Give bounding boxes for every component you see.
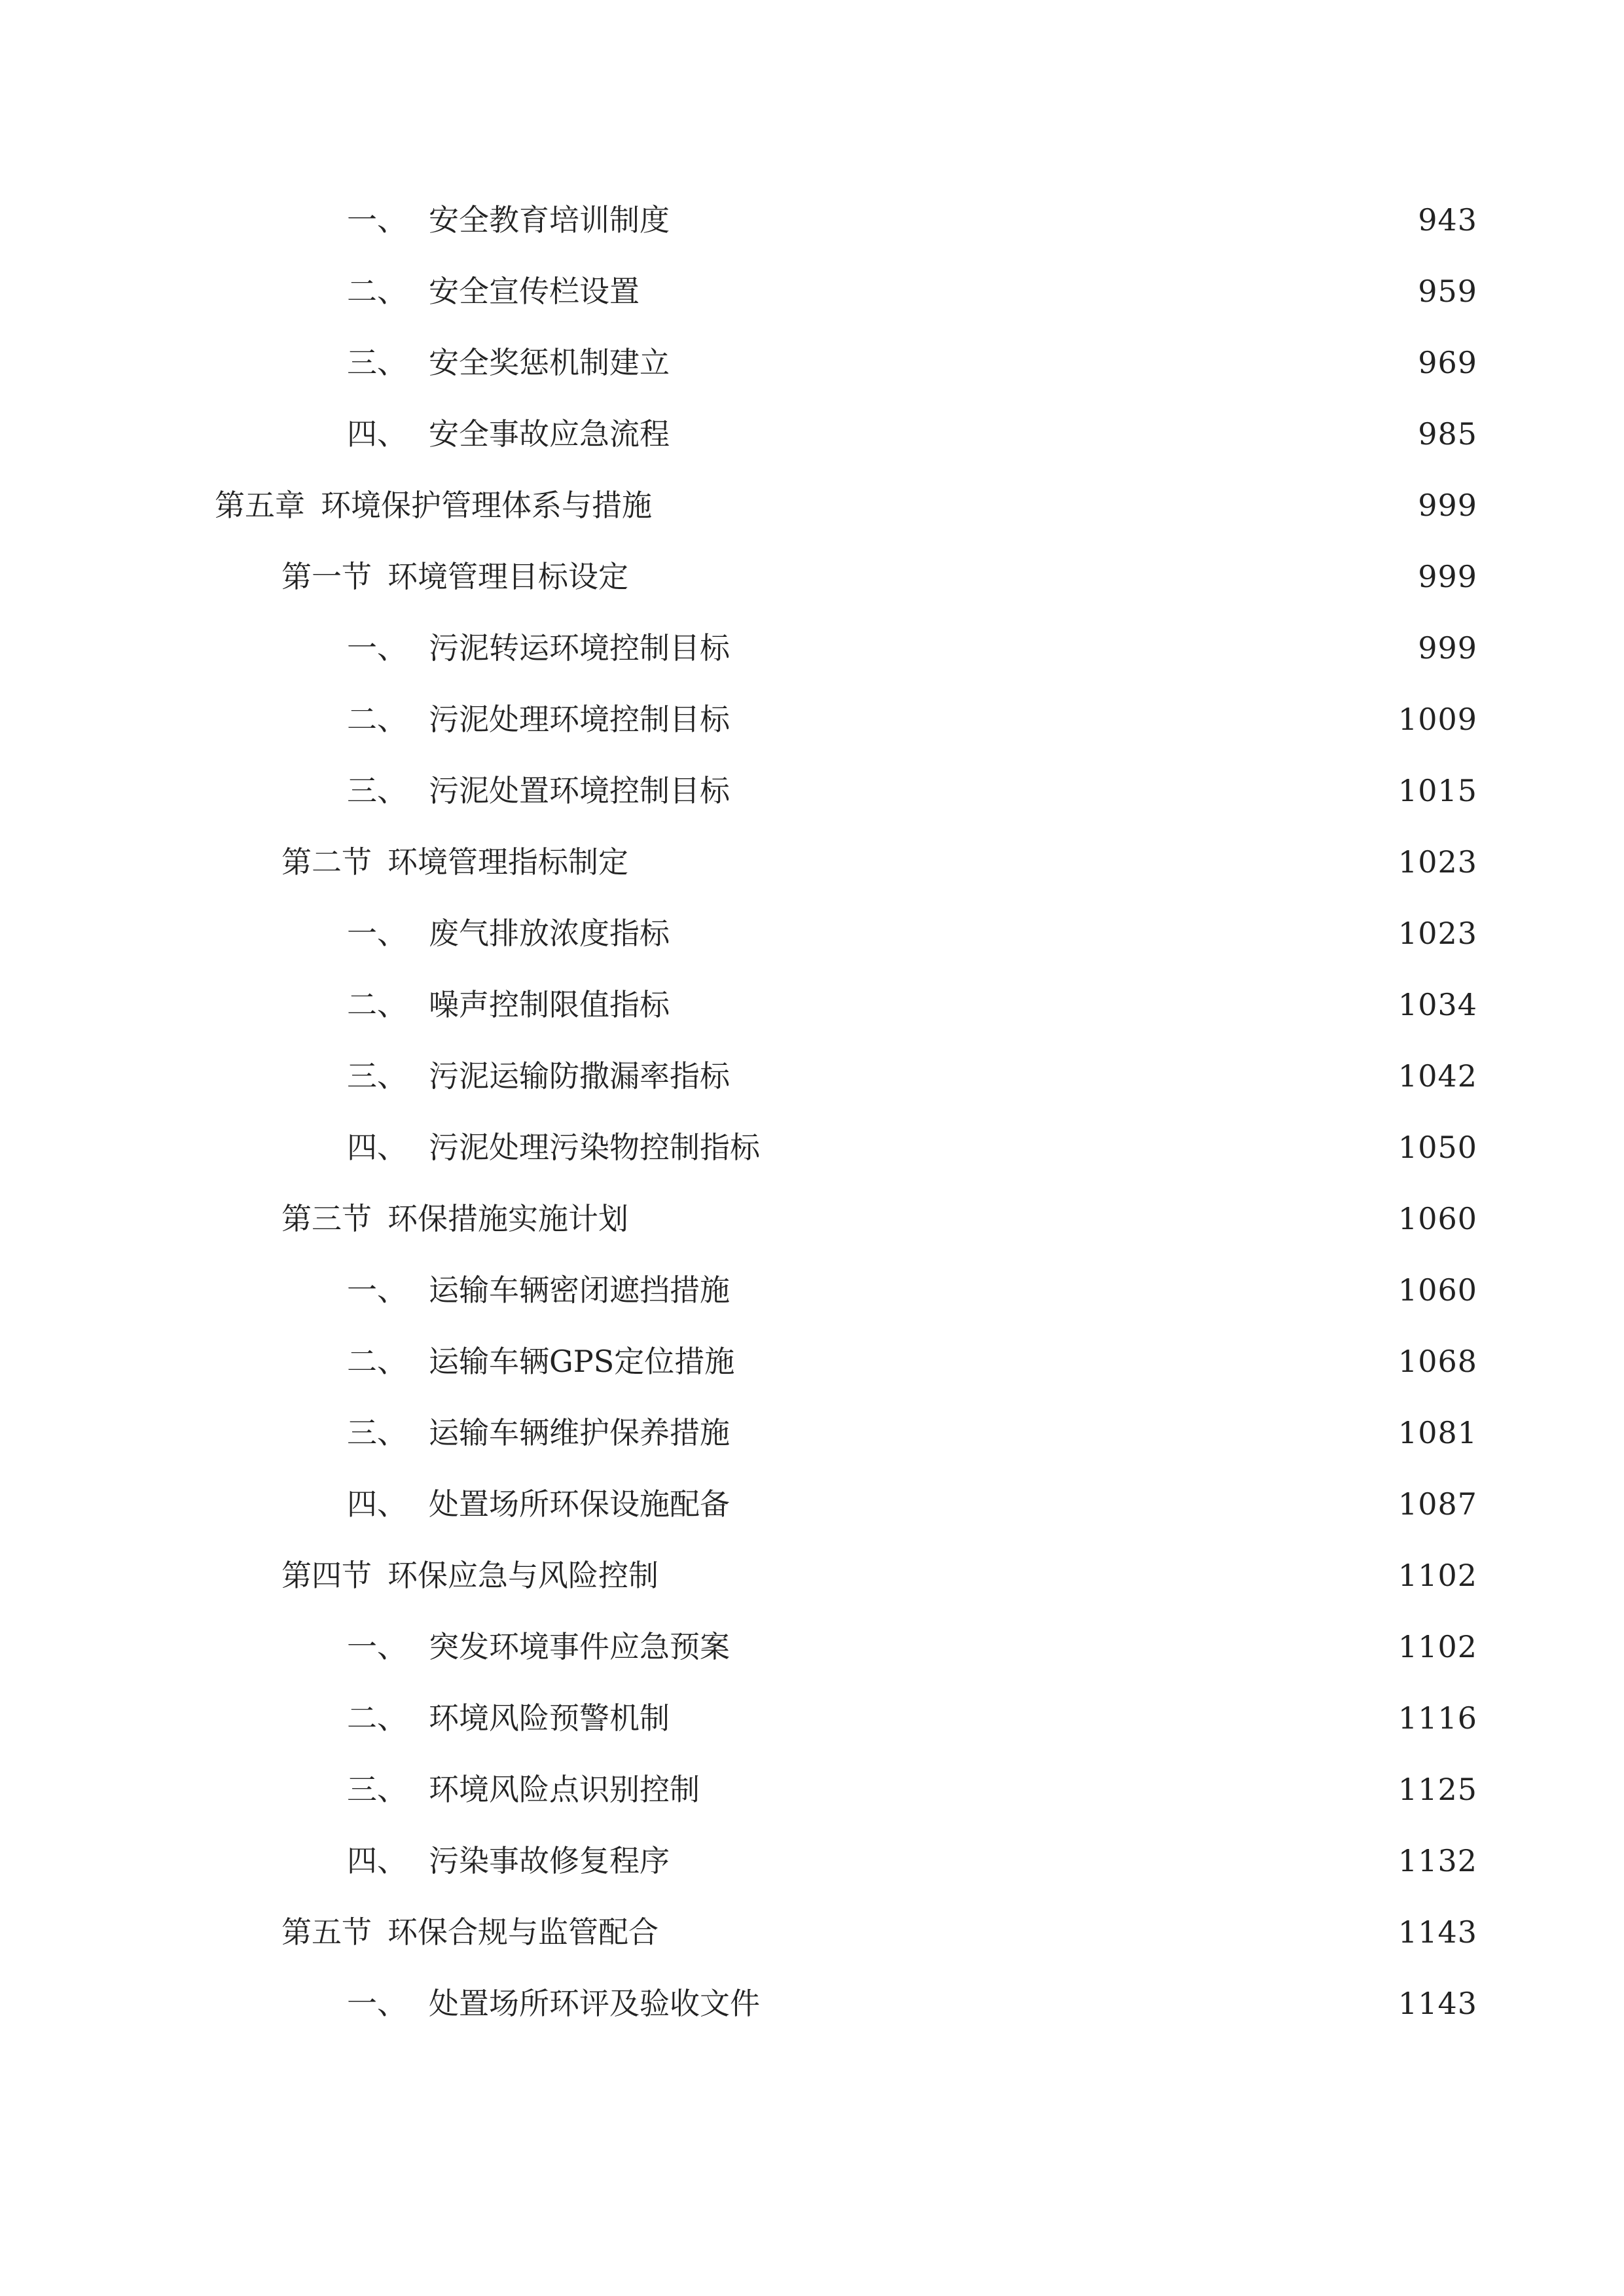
entry-page-number: 1081	[1398, 1415, 1477, 1450]
dot-leader	[661, 479, 1409, 531]
dot-leader	[739, 1264, 1389, 1316]
entry-number: 一、	[347, 916, 407, 951]
entry-page-number: 1009	[1398, 702, 1477, 737]
entry-number: 四、	[347, 1486, 407, 1522]
dot-leader	[679, 194, 1409, 246]
dot-leader	[739, 1050, 1389, 1102]
dot-leader	[679, 907, 1389, 960]
toc-entry[interactable]	[347, 1407, 1477, 1459]
entry-page-number: 943	[1418, 202, 1477, 238]
entry-page-number: 985	[1418, 416, 1477, 452]
toc-entry[interactable]	[347, 622, 1477, 674]
toc-entry[interactable]	[347, 1835, 1477, 1887]
dot-leader	[668, 1549, 1389, 1602]
entry-title: 安全宣传栏设置	[429, 274, 640, 309]
entry-page-number: 959	[1418, 274, 1477, 309]
toc-entry[interactable]	[347, 1050, 1477, 1102]
toc-entry[interactable]	[347, 978, 1477, 1031]
entry-page-number: 1068	[1398, 1344, 1477, 1379]
toc-entry[interactable]	[347, 265, 1477, 317]
dot-leader	[709, 1763, 1389, 1816]
entry-number: 三、	[347, 773, 407, 808]
toc-entry[interactable]	[347, 1478, 1477, 1530]
entry-title: 污泥处理污染物控制指标	[429, 1130, 760, 1165]
entry-title: 污泥运输防撒漏率指标	[429, 1058, 730, 1094]
entry-number: 四、	[347, 1130, 407, 1165]
entry-title: 安全教育培训制度	[429, 202, 670, 238]
entry-number: 一、	[347, 630, 407, 666]
toc-entry[interactable]	[347, 194, 1477, 246]
entry-title: 环保合规与监管配合	[388, 1914, 659, 1950]
toc-section-entry[interactable]	[281, 550, 1477, 603]
toc-entry[interactable]	[347, 907, 1477, 960]
entry-number: 四、	[347, 1843, 407, 1878]
entry-number: 三、	[347, 1058, 407, 1094]
entry-number: 一、	[347, 1272, 407, 1308]
entry-title: 污泥转运环境控制目标	[429, 630, 730, 666]
entry-page-number: 999	[1418, 559, 1477, 594]
entry-title: 处置场所环评及验收文件	[429, 1986, 760, 2021]
entry-page-number: 1087	[1398, 1486, 1477, 1522]
entry-page-number: 1034	[1398, 987, 1477, 1022]
dot-leader	[668, 1906, 1389, 1958]
entry-title: 运输车辆GPS定位措施	[429, 1344, 735, 1379]
dot-leader	[739, 1621, 1389, 1673]
entry-number: 二、	[347, 1700, 407, 1736]
toc-entry[interactable]	[347, 1121, 1477, 1174]
entry-page-number: 1050	[1398, 1130, 1477, 1165]
entry-title: 处置场所环保设施配备	[429, 1486, 730, 1522]
entry-title: 环境保护管理体系与措施	[321, 488, 652, 523]
toc-section-entry[interactable]	[281, 836, 1477, 888]
entry-number: 第四节	[281, 1558, 372, 1593]
entry-title: 污泥处置环境控制目标	[429, 773, 730, 808]
entry-title: 废气排放浓度指标	[429, 916, 670, 951]
toc-entry[interactable]	[347, 1692, 1477, 1744]
entry-title: 环境风险点识别控制	[429, 1772, 700, 1807]
toc-entry[interactable]	[347, 693, 1477, 745]
entry-title: 安全奖惩机制建立	[429, 345, 670, 380]
entry-page-number: 999	[1418, 630, 1477, 666]
dot-leader	[744, 1335, 1389, 1388]
entry-page-number: 1015	[1398, 773, 1477, 808]
entry-title: 环境风险预警机制	[429, 1700, 670, 1736]
entry-page-number: 1023	[1398, 844, 1477, 880]
entry-number: 第五章	[215, 488, 305, 523]
entry-number: 一、	[347, 1629, 407, 1664]
entry-title: 安全事故应急流程	[429, 416, 670, 452]
dot-leader	[638, 1193, 1389, 1245]
entry-title: 污染事故修复程序	[429, 1843, 670, 1878]
dot-leader	[679, 978, 1389, 1031]
toc-chapter-entry[interactable]	[215, 479, 1477, 531]
entry-page-number: 1023	[1398, 916, 1477, 951]
entry-number: 二、	[347, 702, 407, 737]
entry-title: 噪声控制限值指标	[429, 987, 670, 1022]
toc-entry[interactable]	[347, 1264, 1477, 1316]
dot-leader	[649, 265, 1409, 317]
entry-number: 二、	[347, 274, 407, 309]
toc-section-entry[interactable]	[281, 1193, 1477, 1245]
toc-entry[interactable]	[347, 1621, 1477, 1673]
entry-number: 第五节	[281, 1914, 372, 1950]
toc-entry[interactable]	[347, 1335, 1477, 1388]
entry-number: 第三节	[281, 1201, 372, 1236]
entry-title: 运输车辆密闭遮挡措施	[429, 1272, 730, 1308]
toc-section-entry[interactable]	[281, 1549, 1477, 1602]
entry-title: 突发环境事件应急预案	[429, 1629, 730, 1664]
entry-number: 四、	[347, 416, 407, 452]
dot-leader	[739, 622, 1409, 674]
toc-entry[interactable]	[347, 1763, 1477, 1816]
entry-number: 一、	[347, 1986, 407, 2021]
entry-title: 环保措施实施计划	[388, 1201, 628, 1236]
dot-leader	[679, 408, 1409, 460]
entry-page-number: 1060	[1398, 1272, 1477, 1308]
dot-leader	[679, 1835, 1389, 1887]
entry-number: 一、	[347, 202, 407, 238]
entry-title: 污泥处理环境控制目标	[429, 702, 730, 737]
entry-number: 第二节	[281, 844, 372, 880]
entry-number: 三、	[347, 1772, 407, 1807]
entry-number: 三、	[347, 1415, 407, 1450]
entry-page-number: 1102	[1398, 1558, 1477, 1593]
entry-number: 第一节	[281, 559, 372, 594]
dot-leader	[739, 1478, 1389, 1530]
toc-entry[interactable]	[347, 764, 1477, 817]
dot-leader	[638, 550, 1409, 603]
toc-entry[interactable]	[347, 336, 1477, 389]
entry-title: 环境管理指标制定	[388, 844, 628, 880]
entry-page-number: 1132	[1398, 1843, 1477, 1878]
dot-leader	[739, 764, 1389, 817]
entry-page-number: 1042	[1398, 1058, 1477, 1094]
entry-number: 二、	[347, 1344, 407, 1379]
dot-leader	[679, 336, 1409, 389]
entry-page-number: 1125	[1398, 1772, 1477, 1807]
dot-leader	[739, 693, 1389, 745]
entry-page-number: 999	[1418, 488, 1477, 523]
toc-entry[interactable]	[347, 408, 1477, 460]
entry-title: 运输车辆维护保养措施	[429, 1415, 730, 1450]
toc-entry[interactable]	[347, 1977, 1477, 2030]
entry-title: 环境管理目标设定	[388, 559, 628, 594]
entry-page-number: 1143	[1398, 1914, 1477, 1950]
entry-title: 环保应急与风险控制	[388, 1558, 659, 1593]
entry-page-number: 1102	[1398, 1629, 1477, 1664]
dot-leader	[769, 1121, 1389, 1174]
entry-page-number: 1060	[1398, 1201, 1477, 1236]
entry-page-number: 1143	[1398, 1986, 1477, 2021]
dot-leader	[679, 1692, 1389, 1744]
entry-page-number: 969	[1418, 345, 1477, 380]
entry-page-number: 1116	[1398, 1700, 1477, 1736]
toc-section-entry[interactable]	[281, 1906, 1477, 1958]
dot-leader	[739, 1407, 1389, 1459]
entry-number: 三、	[347, 345, 407, 380]
entry-number: 二、	[347, 987, 407, 1022]
dot-leader	[769, 1977, 1389, 2030]
dot-leader	[638, 836, 1389, 888]
